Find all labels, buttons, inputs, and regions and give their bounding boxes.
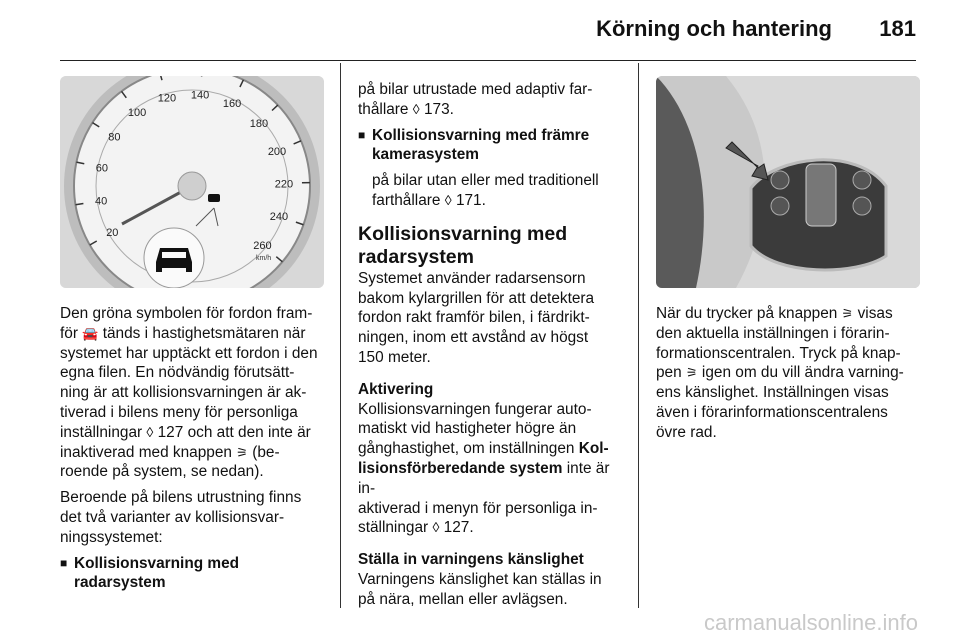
column-1-text: Den gröna symbolen för fordon fram- för 🚘 tänds i hastighetsmätaren när systemet har upptäckt ett fordon i den egna filen. En nödvändig förutsätt- ning är att kollisionsvarningen är ak- tiverad i bilens meny för personliga inställningar ◊ 127 och att den inte är inaktiverad med knappen ⚞ (be- roende på system, se nedan). Beroende på bilens utrustning finns det två varianter av kollisionsvar- ningssystemet: ■ Kollisionsvarning med radarsystem — [60, 304, 328, 593]
column-3-text: När du trycker på knappen ⚞ visas den aktuella inställningen i förarin- formationscentralen. Tryck på knap- pen ⚞ igen om du vill ändra varning- ens känslighet. Inställningen visas även i förarinformationscentralens övre rad. — [656, 305, 904, 441]
ref-icon: ◊ — [146, 423, 154, 440]
speed-label: 100 — [127, 107, 147, 120]
footer-watermark: carmanualsonline.info — [703, 610, 918, 635]
speed-label: 260 — [253, 240, 272, 253]
chapter-title: Körning och hantering — [596, 16, 832, 41]
section-heading: Kollisionsvarning med radarsystem — [358, 222, 568, 268]
speed-label: 60 — [95, 162, 109, 175]
car-icon: 🚘 — [82, 325, 99, 341]
ref-icon: ◊ — [412, 100, 420, 117]
speedometer-illustration — [60, 76, 324, 288]
steering-wheel-image — [656, 76, 920, 288]
speed-label: 180 — [249, 117, 269, 130]
collision-button-icon — [771, 171, 789, 189]
unit-label: km/h — [256, 255, 272, 262]
bullet-radar: ■ Kollisionsvarning med radarsystem — [60, 554, 328, 594]
header-rule — [60, 60, 916, 61]
ref-icon: ◊ — [444, 191, 452, 208]
column-divider-1 — [340, 63, 341, 608]
page-header — [0, 0, 960, 60]
cruise-button-icon — [771, 197, 789, 215]
speed-label: 220 — [274, 178, 294, 191]
speed-label: 80 — [108, 131, 121, 144]
steering-wheel-illustration — [656, 76, 920, 288]
speed-label: 40 — [95, 195, 108, 208]
ref-icon: ◊ — [432, 519, 440, 536]
speedometer-image — [60, 76, 324, 288]
speed-label: 140 — [190, 89, 210, 102]
subheading-kanslighet: Ställa in varningens känslighet — [358, 551, 584, 569]
column-divider-2 — [638, 63, 639, 608]
car-icon — [208, 194, 220, 202]
bullet-camera: ■ Kollisionsvarning med främre kamerasystem — [358, 126, 628, 166]
collision-button-icon: ⚞ — [841, 306, 854, 321]
cruise-set-icon — [853, 197, 871, 215]
subheading-aktivering: Aktivering — [358, 380, 434, 398]
speed-label: 160 — [222, 98, 242, 111]
cruise-resume-icon — [853, 171, 871, 189]
speed-label: 240 — [269, 211, 289, 224]
column-2-text: på bilar utrustade med adaptiv far- thållare ◊ 173. ■ Kollisionsvarning med främre kamerasystem på bilar utan eller med traditionell farthållare ◊ 171. Kollisionsvarning med radarsystem Systemet använder radarsensorn bakom kylargrillen för att detektera fordon rakt framför bilen, i färdrikt- ningen, inom ett avstånd av högst 150 meter. Aktivering Kollisionsvarningen fungerar auto- matiskt vid hastigheter högre än gånghastighet, om inställningen Kol- lisionsförberedande system inte är in- aktiverad i menyn för personliga in- ställningar ◊ 127. Ställa in varningens känslighet Varningens känslighet kan ställas in på nära, mellan eller avlägsen. — [358, 80, 628, 610]
speed-label: 120 — [157, 92, 177, 105]
collision-button-icon: ⚞ — [236, 444, 248, 460]
collision-button-icon: ⚞ — [685, 365, 698, 381]
page-number: 181 — [879, 16, 916, 41]
speed-label: 20 — [106, 227, 119, 239]
speed-label: 200 — [267, 145, 287, 158]
